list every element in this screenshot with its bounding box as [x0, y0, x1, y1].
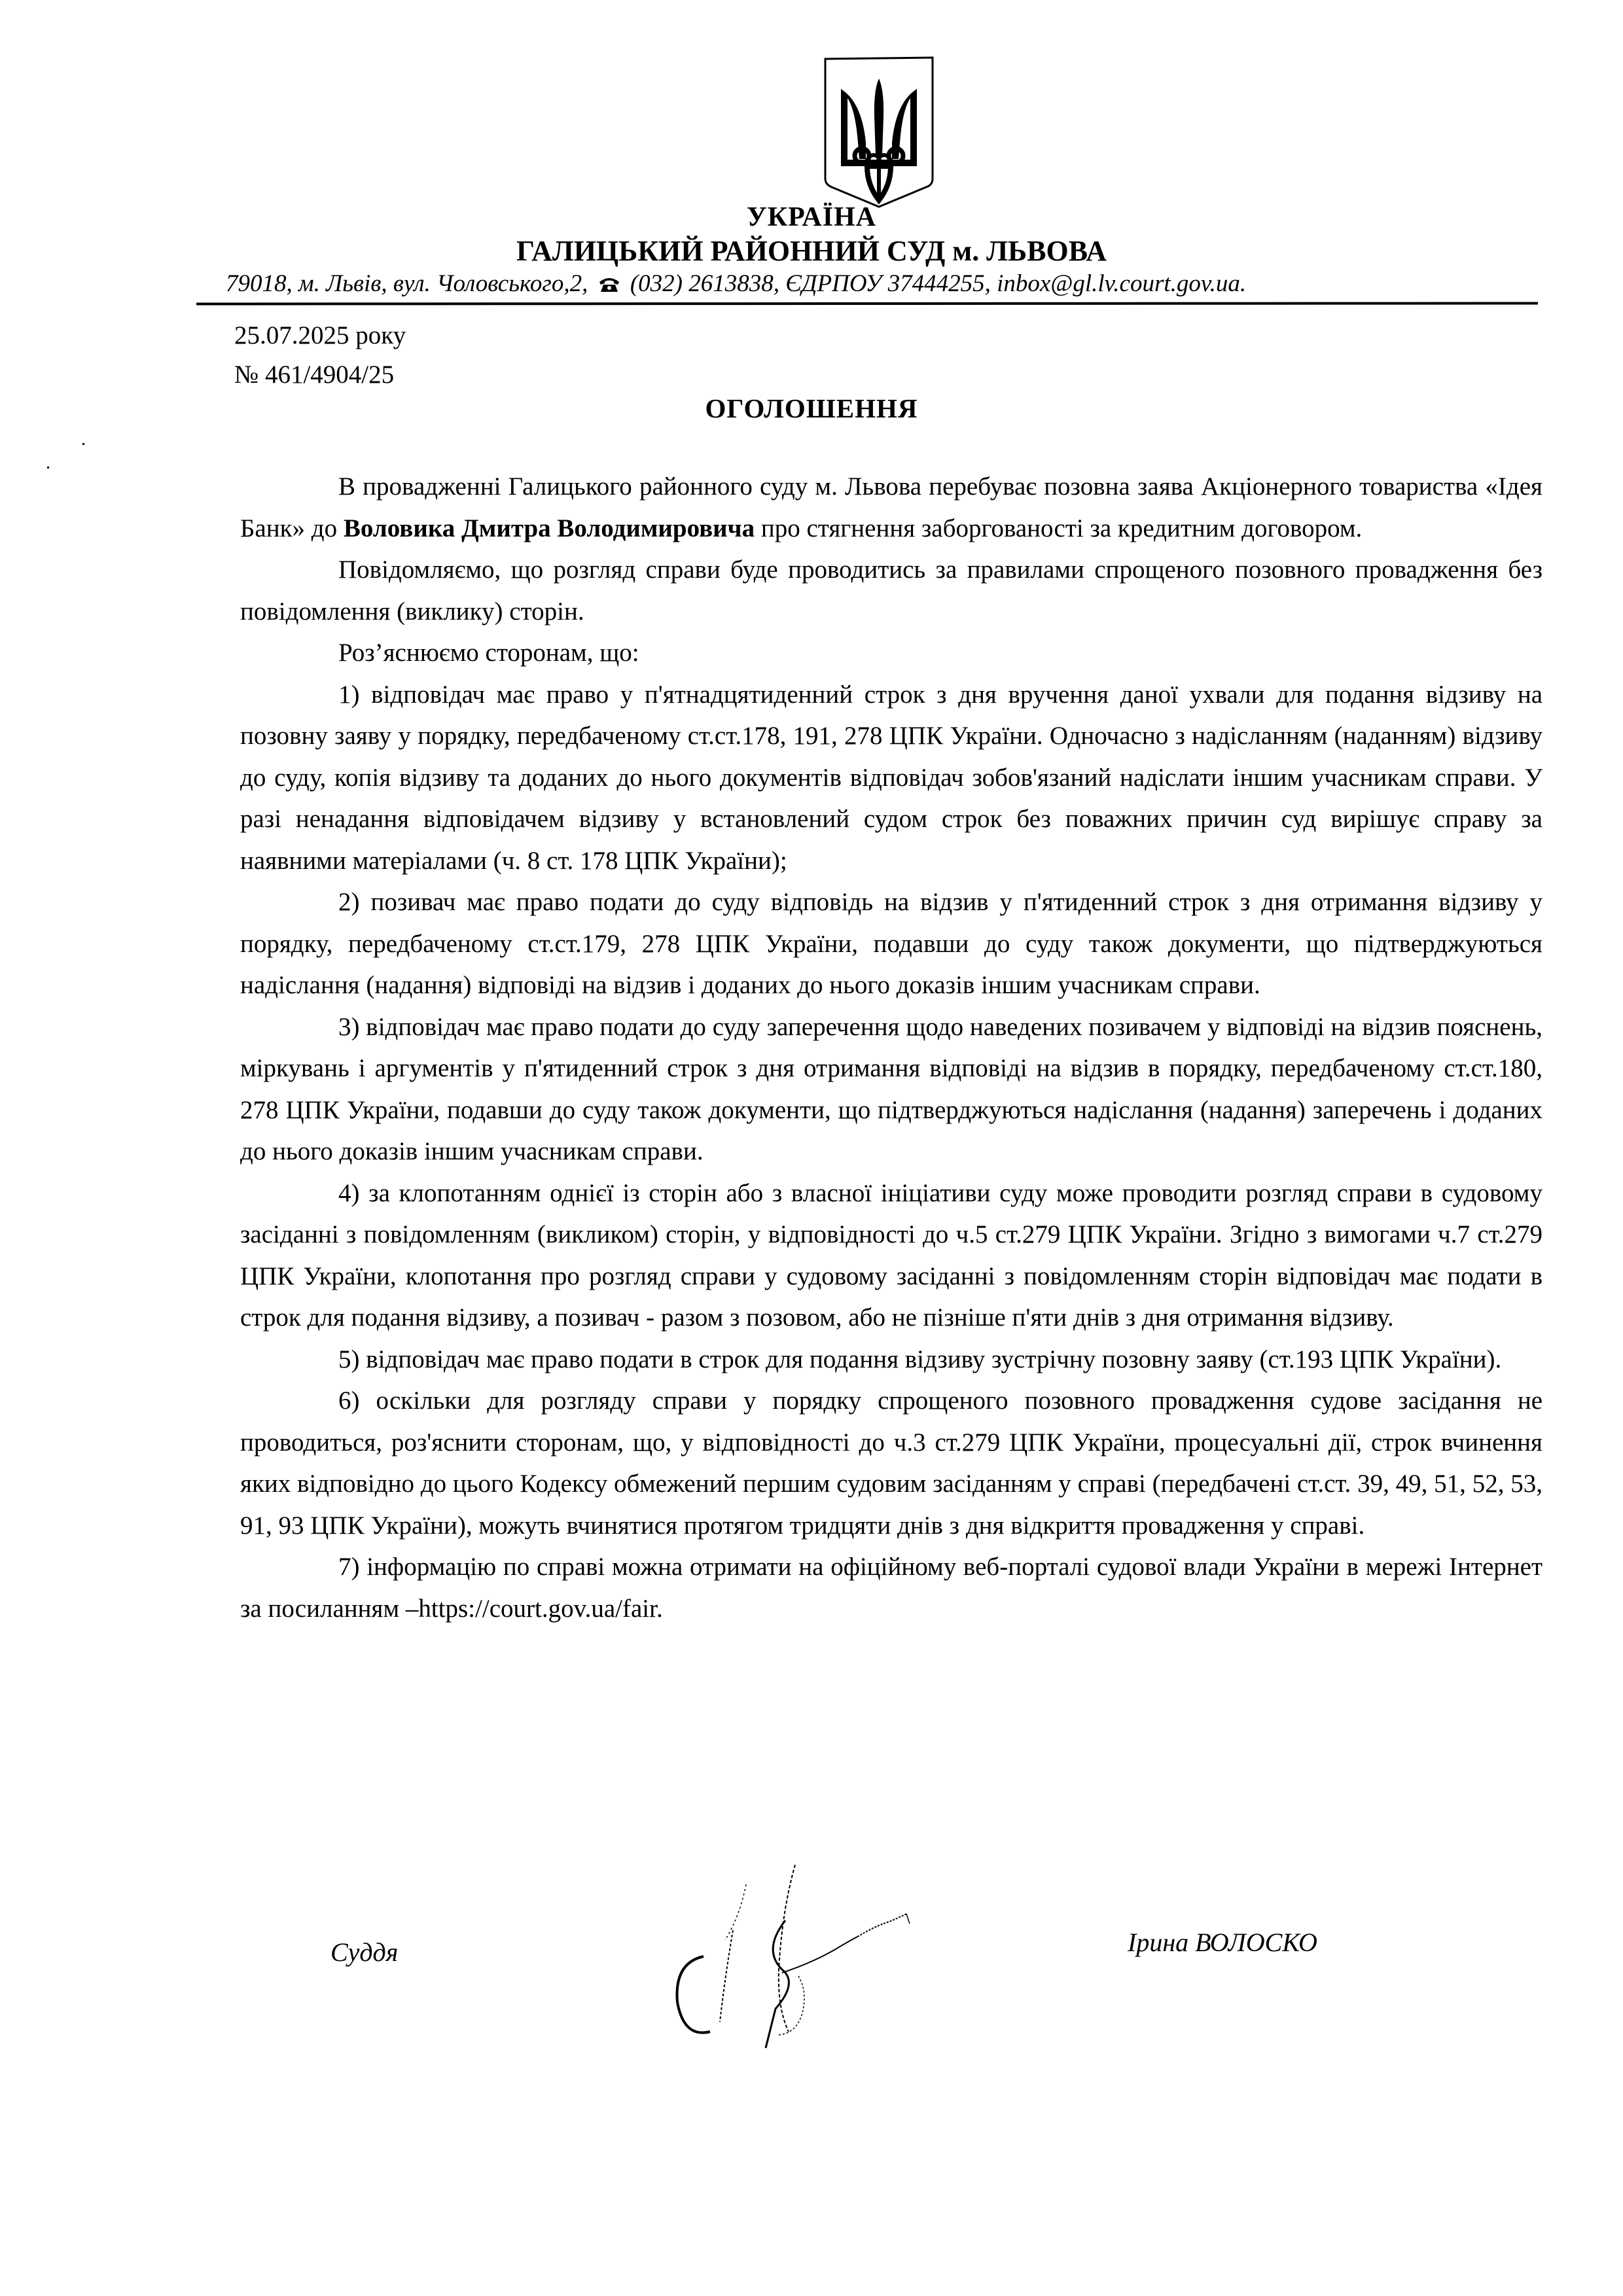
court-name-heading: ГАЛИЦЬКИЙ РАЙОННИЙ СУД м. ЛЬВОВА: [516, 235, 1107, 267]
ukraine-trident-emblem-icon: [821, 44, 936, 208]
rights-item-3: 3) відповідач має право подати до суду заперечення щодо наведених позивачем у відповіді на відзив пояснень, міркувань і аргументів у п'ятиденний строк з дня отримання відповіді на відзив в порядку, передбаченому ст.ст.180, 278 ЦПК України, подавши до суду також документи, що підтверджуються надіслання (надання) заперечень і доданих до нього доказів іншим учасникам справи.: [240, 1012, 1543, 1165]
defendant-name: Воловика Дмитра Володимировича: [343, 514, 755, 542]
procedure-paragraph: Повідомляємо, що розгляд справи буде проводитись за правилами спрощеного позовного провадження без повідомлення (виклику) сторін.: [240, 556, 1543, 626]
scan-speck: [47, 467, 49, 468]
handwritten-signature-icon: [648, 1858, 1001, 2055]
rights-item-7: 7) інформацію по справі можна отримати на офіційному веб-порталі судової влади України в мережі Інтернет за посиланням –https://court.gov.ua/fair.: [240, 1553, 1543, 1623]
rights-item-2: 2) позивач має право подати до суду відповідь на відзив у п'ятиденний строк з дня отримання відзиву у порядку, передбаченому ст.ст.179, 278 ЦПК України, подавши до суду також документи, що підтверджуються надіслання (надання) відповіді на відзив і доданих до нього доказів іншим учасникам справи.: [240, 888, 1543, 999]
phone-icon: [598, 275, 620, 292]
signature-role: Суддя: [330, 1937, 399, 1967]
judge-name: Ірина ВОЛОСКО: [1128, 1928, 1317, 1957]
country-heading: УКРАЇНА: [746, 202, 877, 232]
document-date: 25.07.2025 року: [234, 321, 406, 349]
document-title: ОГОЛОШЕННЯ: [705, 393, 918, 423]
rights-item-6: 6) оскільки для розгляду справи у порядку спрощеного позовного провадження судове засідання не проводиться, роз'яснити сторонам, що, у відповідності до ч.3 ст.279 ЦПК України, процесуальні дії, строк вчинення яких відповідно до цього Кодексу обмежений першим судовим засіданням у справі (передбачені ст.ст. 39, 49, 51, 52, 53, 91, 93 ЦПК України), можуть вчинятися протягом тридцяти днів з дня відкриття провадження у справі.: [240, 1386, 1543, 1540]
explanation-lead: Роз’яснюємо сторонам, що:: [338, 639, 639, 667]
signature-block: [0, 1898, 1623, 2094]
scan-speck: [82, 443, 84, 445]
address-street: 79018, м. Львів, вул. Чоловського,2,: [226, 270, 594, 297]
rights-item-4: 4) за клопотанням однієї із сторін або з власної ініціативи суду може проводити розгляд справи в судовому засіданні з повідомленням (викликом) сторін, у відповідності до ч.5 ст.279 ЦПК України. Згідно з вимогами ч.7 ст.279 ЦПК України, клопотання про розгляд справи у судовому засіданні з повідомленням сторін відповідач має подати в строк для подання відзиву, а позивач - разом з позовом, або не пізніше п'яти днів з дня отримання відзиву.: [240, 1178, 1543, 1332]
address-contacts: (032) 2613838, ЄДРПОУ 37444255, inbox@gl.lv.court.gov.ua.: [624, 270, 1247, 297]
intro-paragraph: В провадженні Галицького районного суду м. Львова перебуває позовна заява Акціонерного товариства «Ідея Банк» до Воловика Дмитра Володимировича про стягнення заборгованості за кредитним договором.: [240, 472, 1543, 542]
registration-number: № 461/4904/25: [234, 361, 395, 389]
court-address: [226, 270, 1246, 298]
rights-item-1: 1) відповідач має право у п'ятнадцятиденний строк з дня вручення даної ухвали для подання відзиву на позовну заяву у порядку, передбаченому ст.ст.178, 191, 278 ЦПК України. Одночасно з надісланням (наданням) відзиву до суду, копія відзиву та доданих до нього документів відповідач зобов'язаний надіслати іншим учасникам справи. У разі ненадання відповідачем відзиву у встановлений судом строк без поважних причин суд вирішує справу за наявними матеріалами (ч. 8 ст. 178 ЦПК України);: [240, 680, 1543, 875]
header-divider: [196, 302, 1538, 305]
notice-body: [240, 466, 1543, 1629]
rights-item-5: 5) відповідач має право подати в строк для подання відзиву зустрічну позовну заяву (ст.193 ЦПК України).: [338, 1345, 1502, 1373]
